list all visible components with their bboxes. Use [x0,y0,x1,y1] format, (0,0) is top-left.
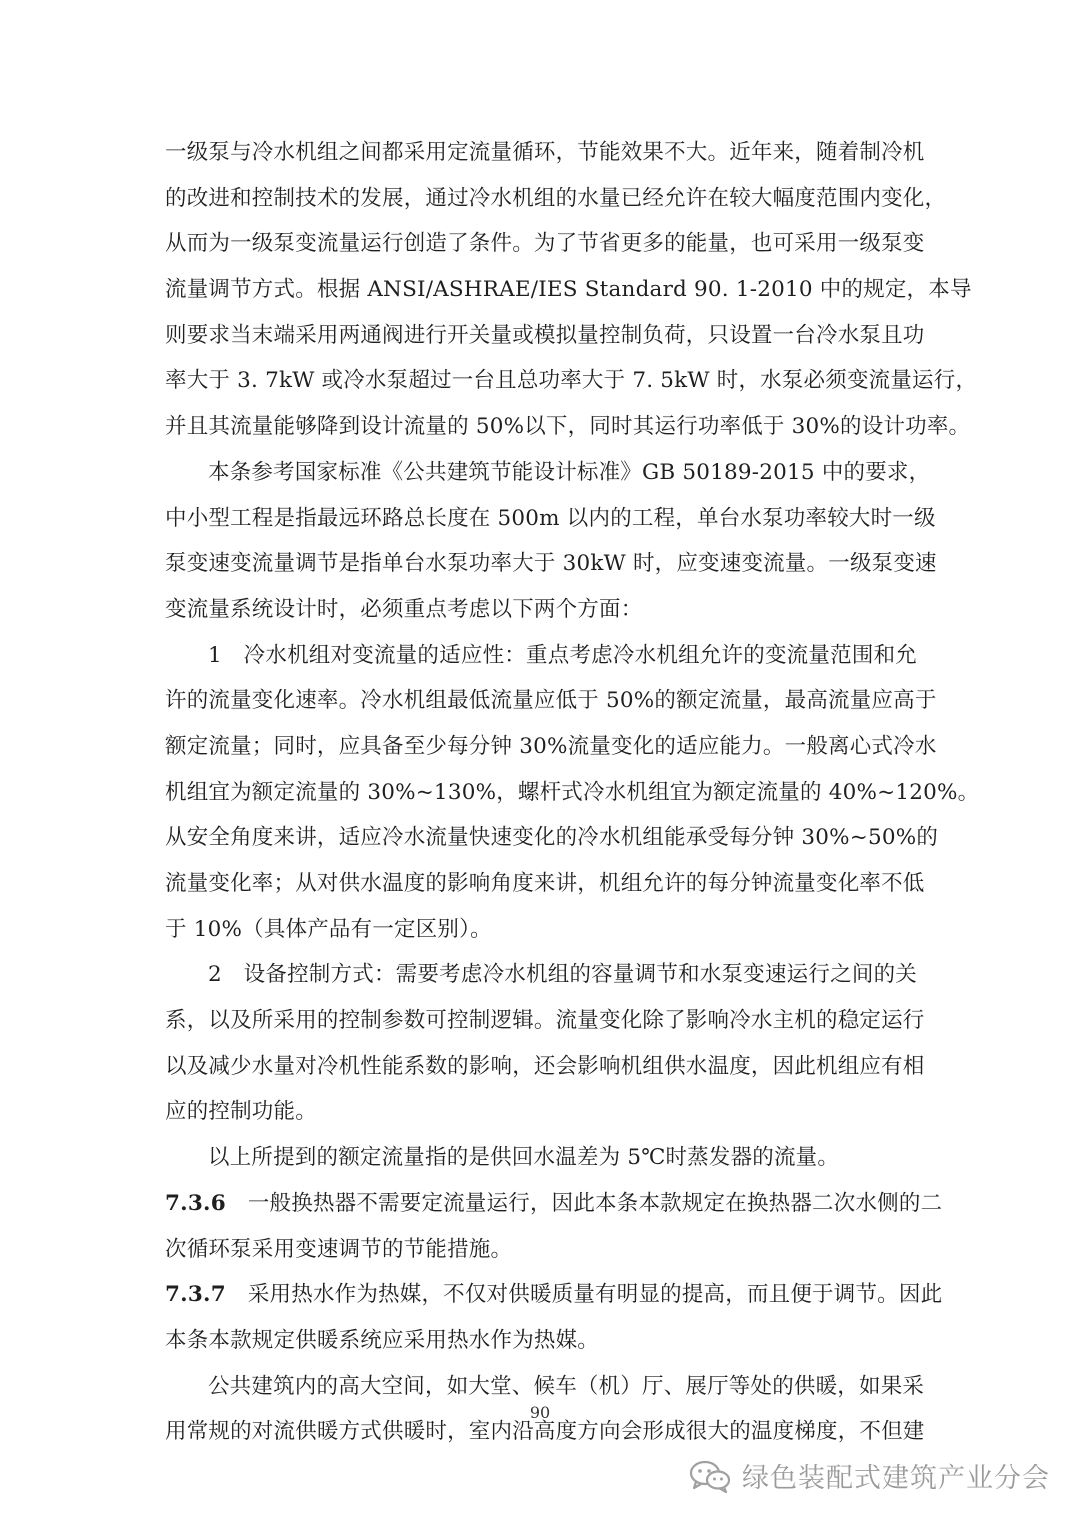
clause-text: 一般换热器不需要定流量运行，因此本条本款规定在换热器二次水侧的二 [247,1190,943,1216]
text-line: 以及减少水量对冷机性能系数的影响，还会影响机组供水温度，因此机组应有相 [165,1053,925,1079]
text-line: 流量调节方式。根据 ANSI/ASHRAE/IES Standard 90. 1-2010 中的规定，本导 [165,277,972,303]
text-line: 流量变化率；从对供水温度的影响角度来讲，机组允许的每分钟流量变化率不低 [165,871,925,896]
clause-line [165,1181,943,1227]
watermark [688,1456,1050,1495]
watermark-text: 绿色装配式建筑产业分会 [742,1463,1050,1494]
text-line: 系，以及所采用的控制参数可控制逻辑。流量变化除了影响冷水主机的稳定运行 [165,1008,925,1034]
text-line: 额定流量；同时，应具备至少每分钟 30%流量变化的适应能力。一般离心式冷水 [165,733,937,759]
text-line: 则要求当末端采用两通阀进行开关量或模拟量控制负荷，只设置一台冷水泵且功 [165,322,925,348]
body-text [165,130,980,1455]
wechat-icon [688,1458,732,1494]
text-line: 的改进和控制技术的发展，通过冷水机组的水量已经允许在较大幅度范围内变化， [165,185,947,211]
text-line: 并且其流量能够降到设计流量的 50%以下，同时其运行功率低于 30%的设计功率。 [165,414,971,440]
text-line: 许的流量变化速率。冷水机组最低流量应低于 50%的额定流量，最高流量应高于 [165,688,937,714]
text-line: 从而为一级泵变流量运行创造了条件。为了节省更多的能量，也可采用一级泵变 [165,231,925,257]
text-line: 1 冷水机组对变流量的适应性：重点考虑冷水机组允许的变流量范围和允 [208,642,917,668]
text-line: 变流量系统设计时，必须重点考虑以下两个方面： [165,596,643,622]
text-line: 于 10%（具体产品有一定区别）。 [165,916,492,942]
text-line: 本条本款规定供暖系统应采用热水作为热媒。 [165,1327,600,1353]
clause-number: 7.3.6 [165,1190,226,1216]
text-line: 一级泵与冷水机组之间都采用定流量循环，节能效果不大。近年来，随着制冷机 [165,140,925,165]
text-line: 次循环泵采用变速调节的节能措施。 [165,1236,513,1262]
text-line: 机组宜为额定流量的 30%~130%，螺杆式冷水机组宜为额定流量的 40%~120%。 [165,779,980,805]
clause-text: 采用热水作为热媒，不仅对供暖质量有明显的提高，而且便于调节。因此 [247,1282,943,1308]
text-line: 以上所提到的额定流量指的是供回水温差为 5℃时蒸发器的流量。 [208,1145,840,1171]
clause-line [165,1272,943,1318]
page-number: 90 [529,1403,551,1422]
text-line: 用常规的对流供暖方式供暖时，室内沿高度方向会形成很大的温度梯度，不但建 [165,1419,925,1445]
text-line: 中小型工程是指最远环路总长度在 500m 以内的工程，单台水泵功率较大时一级 [165,505,936,531]
text-line: 泵变速变流量调节是指单台水泵功率大于 30kW 时，应变速变流量。一级泵变速 [165,551,937,577]
text-line: 公共建筑内的高大空间，如大堂、候车（机）厅、展厅等处的供暖，如果采 [208,1373,925,1399]
text-line: 应的控制功能。 [165,1099,317,1125]
text-line: 率大于 3. 7kW 或冷水泵超过一台且总功率大于 7. 5kW 时，水泵必须变流量运行， [165,368,978,394]
text-line: 从安全角度来讲，适应冷水流量快速变化的冷水机组能承受每分钟 30%~50%的 [165,825,939,851]
clause-number: 7.3.7 [165,1282,226,1308]
text-line: 2 设备控制方式：需要考虑冷水机组的容量调节和水泵变速运行之间的关 [208,962,917,988]
text-line: 本条参考国家标准《公共建筑节能设计标准》GB 50189-2015 中的要求， [208,459,931,485]
